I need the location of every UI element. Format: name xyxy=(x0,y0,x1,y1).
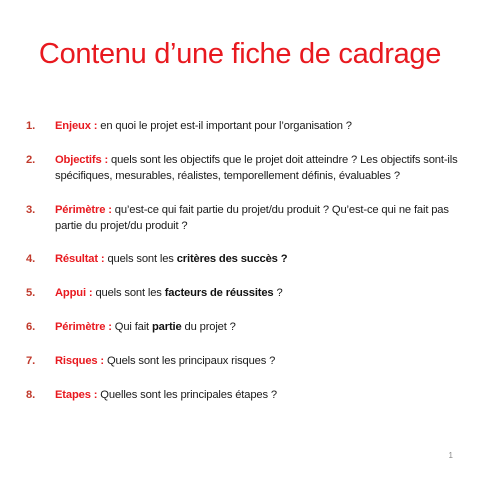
slide-title: Contenu d’une fiche de cadrage xyxy=(38,38,442,70)
item-label: Appui : xyxy=(55,287,93,300)
item-label: Objectifs : xyxy=(55,153,109,166)
list-item-perimetre-2 xyxy=(26,319,466,335)
item-text: quels sont les xyxy=(104,253,177,266)
item-text: quels sont les xyxy=(92,287,165,300)
item-number: 8. xyxy=(26,388,36,401)
item-text-after: ? xyxy=(273,287,283,300)
item-number: 5. xyxy=(26,287,36,300)
list-item-enjeux xyxy=(26,118,466,134)
item-label: Etapes : xyxy=(55,388,98,401)
item-text: qu’est-ce qui fait partie du projet/du produit ? Qu’est-ce qui ne fait pas partie du projet/du produit ? xyxy=(55,203,449,232)
item-text: en quoi le projet est-il important pour l’organisation ? xyxy=(97,120,352,132)
item-text: Quelles sont les principales étapes ? xyxy=(97,388,277,401)
list-item-objectifs xyxy=(26,152,466,184)
item-label: Enjeux : xyxy=(55,120,98,132)
item-number: 1. xyxy=(26,120,36,132)
item-text: Qui fait xyxy=(111,320,152,333)
item-number: 2. xyxy=(26,153,36,166)
item-label: Périmètre : xyxy=(55,203,112,216)
item-number: 6. xyxy=(26,320,36,333)
item-emphasis: partie xyxy=(151,320,182,333)
item-number: 4. xyxy=(26,253,36,266)
item-emphasis: facteurs de réussites xyxy=(164,287,274,300)
item-text-after: du projet ? xyxy=(181,320,236,333)
item-label: Résultat : xyxy=(55,253,105,266)
item-text: quels sont les objectifs que le projet doit atteindre ? Les objectifs sont-ils spécifiques, mesurables, réalistes, temporellement définis, évaluables ? xyxy=(55,153,458,182)
list-item-appui xyxy=(26,285,466,301)
item-number: 7. xyxy=(26,354,36,367)
item-number: 3. xyxy=(26,203,36,216)
item-label: Périmètre : xyxy=(55,320,112,333)
item-text: Quels sont les principaux risques ? xyxy=(104,354,276,367)
list-item-resultat xyxy=(26,251,466,267)
item-label: Risques : xyxy=(55,354,105,367)
item-emphasis: critères des succès ? xyxy=(176,253,288,266)
page-number: 1 xyxy=(448,451,453,460)
criteria-list xyxy=(26,118,466,403)
list-item-etapes xyxy=(26,387,466,403)
list-item-perimetre-1 xyxy=(26,202,466,234)
list-item-risques xyxy=(26,353,466,369)
